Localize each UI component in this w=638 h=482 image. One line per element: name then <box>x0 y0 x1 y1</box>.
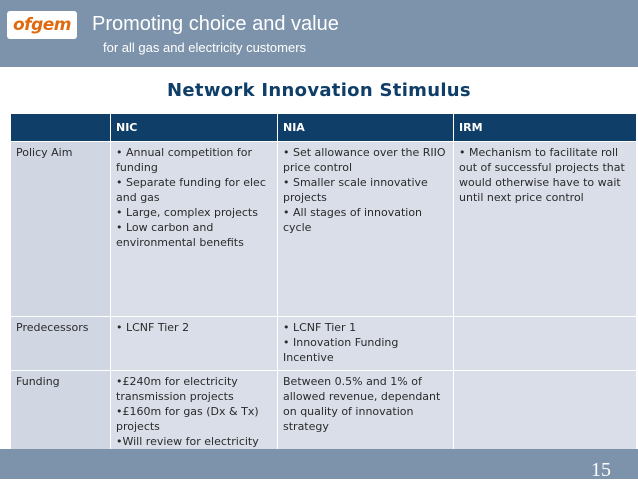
cell-line: • Smaller scale innovative projects <box>283 176 428 204</box>
cell-line: •Will review for electricity <box>116 435 259 448</box>
header-cell-nia: NIA <box>278 114 454 142</box>
cell-line: • Large, complex projects <box>116 206 258 219</box>
table-cell <box>454 142 637 317</box>
cell-line: • Innovation Funding Incentive <box>283 336 399 364</box>
table-row-policy-aim <box>11 142 637 317</box>
cell-line: • Separate funding for elec and gas <box>116 176 266 204</box>
table-header-row <box>11 114 637 142</box>
cell-line: • Set allowance over the RIIO price control <box>283 146 446 174</box>
table-cell-empty <box>454 317 637 371</box>
header-cell-nic: NIC <box>111 114 278 142</box>
row-label: Funding <box>11 371 111 469</box>
ofgem-logo: ofgem <box>7 11 77 39</box>
cell-line: •£160m for gas (Dx & Tx) projects <box>116 405 259 433</box>
table-cell <box>111 142 278 317</box>
cell-line: • Annual competition for funding <box>116 146 253 174</box>
table-cell <box>111 317 278 371</box>
cell-line: •£240m for electricity transmission projects <box>116 375 238 403</box>
tagline-line2: for all gas and electricity customers <box>103 40 307 55</box>
header-cell-empty <box>11 114 111 142</box>
tagline-line1: Promoting choice and value <box>92 13 339 35</box>
header-cell-irm: IRM <box>454 114 637 142</box>
row-label: Predecessors <box>11 317 111 371</box>
cell-line: • LCNF Tier 2 <box>116 321 190 334</box>
cell-line: • Low carbon and environmental benefits <box>116 221 244 249</box>
header-banner <box>0 0 638 67</box>
table-cell <box>278 142 454 317</box>
footer-bar <box>0 449 638 479</box>
cell-line: Between 0.5% and 1% of allowed revenue, dependant on quality of innovation strategy <box>283 375 441 433</box>
table-cell <box>278 317 454 371</box>
slide-title: Network Innovation Stimulus <box>167 80 471 101</box>
cell-line: • LCNF Tier 1 <box>283 321 357 334</box>
cell-line: • Mechanism to facilitate roll out of successful projects that would otherwise have to wait until next price control <box>459 146 625 204</box>
cell-line: • All stages of innovation cycle <box>283 206 423 234</box>
page-number: 15 <box>591 459 611 481</box>
comparison-table <box>10 113 637 469</box>
table-row-predecessors <box>11 317 637 371</box>
row-label: Policy Aim <box>11 142 111 317</box>
